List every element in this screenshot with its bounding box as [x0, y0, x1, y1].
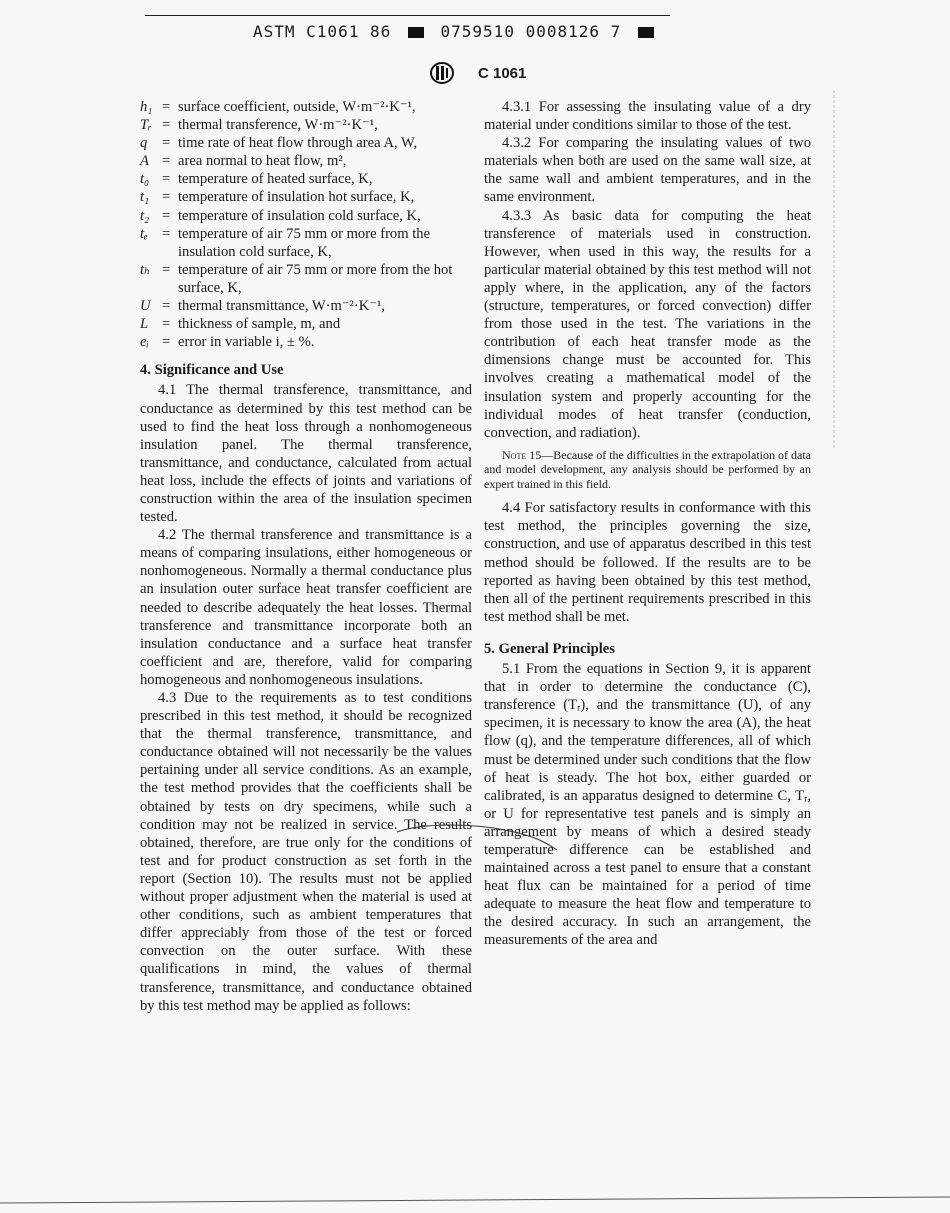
symbol: L [140, 316, 149, 333]
symbol-meaning: temperature of insulation cold surface, K, [178, 207, 421, 224]
paragraph-5-1: 5.1 From the equations in Section 9, it is apparent that in order to determine the conductance (C), transference (Tᵣ), and the transmittance (U), of any specimen, it is necessary to know the area (A), the heat flow (q), and the temperature differences, all of which must be determined under such conditions that the flow of heat is steady. The hot box, either guarded or calibrated, is an apparatus designed to determine C, Tᵣ, or U for representative test panels and is simply an arrangement by means of which a desired steady temperature difference can be established and maintained across a test panel to ensure that a constant heat flux can be maintained for a period of time adequate to measure the heat flow and temperature to the desired accuracy. In such an arrangement, the measurements of the area and [484, 661, 811, 949]
symbol: tₑ [140, 225, 148, 242]
symbol-meaning: thermal transmittance, W·m⁻²·K⁻¹, [178, 298, 386, 315]
symbol-meaning: temperature of air 75 mm or more from the hot surface, K, [178, 261, 453, 296]
pen-stroke-mark [395, 822, 565, 862]
paragraph-4-3-2: 4.3.2 For comparing the insulating values of two materials when both are used on the same wall size, at the same wall and ambient temperatures, and in the same environment. [484, 135, 811, 206]
symbol-definition [140, 152, 472, 170]
symbol-meaning: temperature of air 75 mm or more from the insulation cold surface, K, [178, 225, 431, 260]
paragraph-4-3: 4.3 Due to the requirements as to test conditions prescribed in this test method, it should be recognized that the thermal transference, transmittance, and conductance obtained will not necessarily be the values pertaining under all service conditions. As an example, the test method provides that the coefficients shall be obtained by tests on dry specimens, while such a condition may not be realized in service. The results obtained, therefore, are true only for the conditions of test and for product construction as set forth in the report (Section 10). The results must not be applied without proper adjustment when the material is used at other conditions, such as ambient temperatures that differ appreciably from those of the test or forced convection on the outer surface. With these qualifications in mind, the values of thermal transference, transmittance, and conductance obtained by this test method may be applied as follows: [140, 690, 472, 1014]
header-rule [145, 15, 670, 16]
section-4-heading: 4. Significance and Use [140, 362, 284, 379]
page-edge-mark [832, 90, 836, 450]
equals-sign: = [162, 189, 171, 206]
standard-title-row [430, 62, 526, 86]
symbol-definition [140, 116, 472, 134]
symbol-definition [140, 225, 472, 261]
symbol: h₁ [140, 99, 153, 115]
symbol: Tᵣ [140, 117, 152, 134]
symbol-meaning: thermal transference, W·m⁻²·K⁻¹, [178, 117, 378, 134]
equals-sign: = [162, 225, 171, 242]
symbol-definition [140, 134, 472, 152]
symbol-definition [140, 315, 472, 333]
symbol: q [140, 135, 148, 152]
symbol-definition [140, 188, 472, 206]
symbol: tₕ [140, 261, 151, 278]
symbol: t₀ [140, 171, 150, 188]
equals-sign: = [162, 99, 171, 115]
header-code-middle: 0759510 0008126 7 [440, 22, 622, 41]
equals-sign: = [162, 316, 171, 333]
paragraph-4-1: 4.1 The thermal transference, transmittance, and conductance as determined by this test method can be used to find the heat loss through a nonhomogeneous insulation panel. The thermal transference, transmittance, and conductance, calculated from actual heat loss, include the effects of joints and variations of construction within the area of the insulation specimen tested. [140, 382, 472, 526]
symbol-meaning: temperature of insulation hot surface, K, [178, 189, 415, 206]
symbol-meaning: temperature of heated surface, K, [178, 171, 373, 188]
scan-bottom-edge [0, 1193, 950, 1213]
equals-sign: = [162, 334, 171, 351]
astm-logo-icon [430, 62, 454, 84]
symbol: eᵢ [140, 334, 149, 351]
equals-sign: = [162, 207, 171, 224]
note-label: Note 15 [502, 447, 542, 462]
document-code-header [253, 22, 673, 44]
symbol-meaning: thickness of sample, m, and [178, 316, 341, 333]
symbol-meaning: time rate of heat flow through area A, W, [178, 135, 418, 152]
symbol: A [140, 153, 149, 170]
equals-sign: = [162, 171, 171, 188]
symbol-meaning: error in variable i, ± %. [178, 334, 315, 351]
symbol-meaning: area normal to heat flow, m², [178, 153, 347, 170]
symbol: t₁ [140, 189, 150, 206]
equals-sign: = [162, 153, 171, 170]
symbol-definition [140, 98, 472, 116]
paragraph-4-4: 4.4 For satisfactory results in conformance with this test method, the principles governing the size, construction, and use of apparatus described in this test method should be followed. If the results are to be reported as having been obtained by this test method, then all of the pertinent requirements prescribed in this test method shall be met. [484, 500, 811, 625]
header-code-left: ASTM C1061 86 [253, 22, 392, 41]
symbol-definition [140, 170, 472, 188]
equals-sign: = [162, 261, 171, 278]
block-mark [408, 27, 424, 38]
symbol-definition [140, 207, 472, 225]
equals-sign: = [162, 117, 171, 134]
symbol-list [140, 98, 472, 351]
section-5-heading: 5. General Principles [484, 640, 615, 657]
equals-sign: = [162, 298, 171, 315]
symbol-definition [140, 261, 472, 297]
equals-sign: = [162, 135, 171, 152]
left-column [140, 98, 472, 1015]
note-text: —Because of the difficulties in the extrapolation of data and model development, any analysis should be performed by an expert trained in this field. [484, 447, 811, 491]
symbol-definition [140, 333, 472, 351]
symbol: t₂ [140, 207, 150, 224]
standard-number: C 1061 [478, 64, 527, 82]
paragraph-4-3-1: 4.3.1 For assessing the insulating value of a dry material under conditions similar to those of the test. [484, 99, 811, 134]
paragraph-4-2: 4.2 The thermal transference and transmittance is a means of comparing insulations, either homogeneous or nonhomogeneous. Normally a thermal conductance plus an insulation outer surface heat transfer coefficient are needed to describe adequately the heat losses. Thermal transference and transmittance incorporate both an insulation conductance and a surface heat transfer coefficient and are, therefore, valid for comparing homogeneous and nonhomogeneous insulations. [140, 527, 472, 688]
paragraph-4-3-3: 4.3.3 As basic data for computing the heat transference of materials used in construction. However, when used in this way, the results for a particular material obtained by this test method will not apply where, in the application, any of the factors (structure, temperatures, or forced convection) differ from those used in the test. The variations in the contribution of each heat transfer mode as the dimensions change must be accounted for. This involves creating a mathematical model of the insulation system and properly accounting for the individual modes of heat transfer (conduction, convection, and radiation). [484, 207, 811, 441]
symbol-meaning: surface coefficient, outside, W·m⁻²·K⁻¹, [178, 99, 416, 115]
note-15 [484, 448, 811, 492]
block-mark [638, 27, 654, 38]
symbol-definition [140, 297, 472, 315]
symbol: U [140, 298, 151, 315]
